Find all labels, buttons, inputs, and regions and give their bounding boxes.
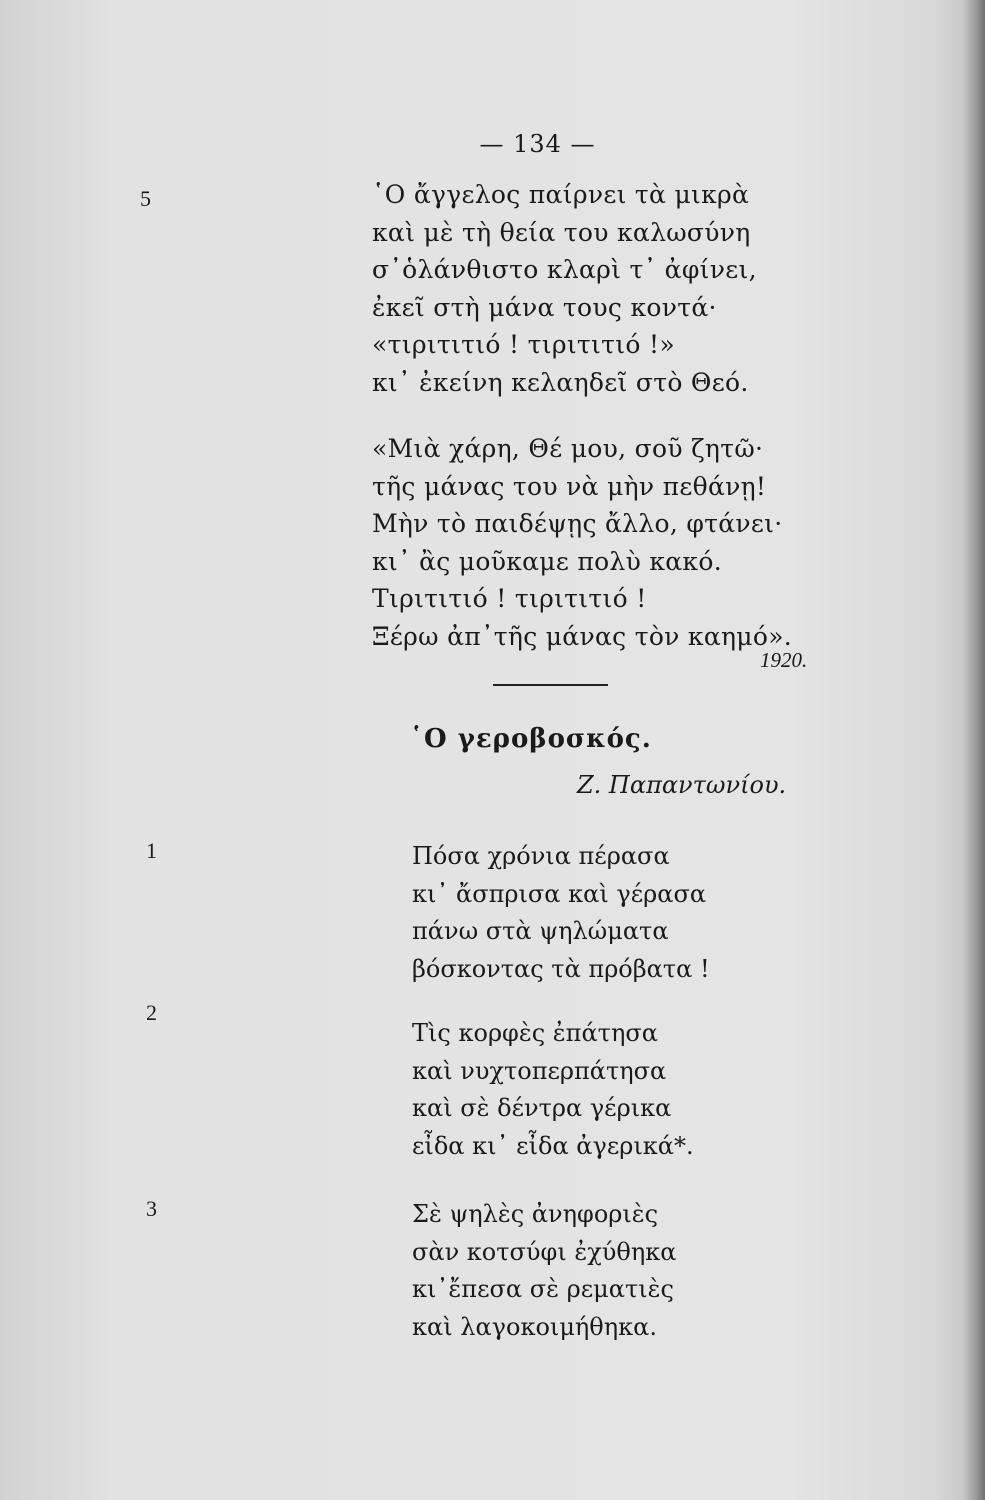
verse-line: Πόσα χρόνια πέρασα (412, 842, 670, 870)
poem1-stanza-b (372, 430, 792, 655)
verse-line: σὰν κοτσύφι ἐχύθηκα (412, 1237, 677, 1266)
verse-line: Τὶς κορφὲς ἐπάτησα (412, 1019, 658, 1047)
verse-line: καὶ λαγοκοιμήθηκα. (412, 1312, 657, 1341)
verse-line: ῾Ο ἄγγελος παίρνει τὰ μικρὰ (372, 180, 750, 209)
stanza-number: 5 (140, 186, 151, 211)
poem-date: 1920. (760, 648, 808, 672)
page-number: — 134 — (479, 130, 596, 158)
verse-line: Μὴν τὸ παιδέψῃς ἄλλο, φτάνει· (372, 509, 783, 538)
verse-line: καὶ μὲ τὴ θεία του καλωσύνη (372, 217, 751, 247)
verse-line: καὶ νυχτοπερπάτησα (412, 1056, 667, 1085)
poem2-stanza-2 (412, 1015, 694, 1165)
poem-title: ῾Ο γεροβοσκός. (410, 724, 652, 754)
poem-author: Ζ. Παπαντωνίου. (577, 771, 787, 799)
page-edge-shadow (963, 0, 985, 1500)
verse-line: καὶ σὲ δέντρα γέρικα (412, 1094, 672, 1122)
verse-line: Σὲ ψηλὲς ἀνηφοριὲς (412, 1200, 659, 1228)
poem1-stanza-a (372, 176, 757, 401)
stanza-number: 1 (146, 838, 157, 863)
verse-line: κι᾽ ἂς μοῦκαμε πολὺ κακό. (372, 546, 722, 576)
verse-line: «τιριτιτιό ! τιριτιτιό !» (372, 330, 675, 359)
verse-line: εἶδα κι᾽ εἶδα ἀγερικά*. (412, 1131, 694, 1160)
verse-line: κι᾽ ἐκείνη κελαηδεῖ στὸ Θεό. (372, 367, 749, 397)
verse-line: ἐκεῖ στὴ μάνα τους κοντά· (372, 292, 717, 322)
poem2-stanza-1 (412, 838, 710, 988)
verse-line: σ᾽ὁλάνθιστο κλαρὶ τ᾽ ἀφίνει, (372, 255, 757, 284)
verse-line: πάνω στὰ ψηλώματα (412, 917, 669, 945)
section-divider (493, 684, 608, 686)
verse-line: Ξέρω ἀπ᾽τῆς μάνας τὸν καημό». (372, 621, 793, 651)
verse-line: κι᾽ἔπεσα σὲ ρεματιὲς (412, 1275, 674, 1303)
stanza-number: 2 (146, 1000, 157, 1025)
poem2-stanza-3 (412, 1196, 676, 1346)
verse-line: κι᾽ ἄσπρισα καὶ γέρασα (412, 879, 707, 908)
stanza-number: 3 (146, 1196, 157, 1221)
verse-line: τῆς μάνας του νὰ μὴν πεθάνῃ! (372, 471, 767, 501)
verse-line: Τιριτιτιό ! τιριτιτιό ! (372, 584, 647, 613)
verse-line: «Μιὰ χάρη, Θέ μου, σοῦ ζητῶ· (372, 434, 764, 463)
verse-line: βόσκοντας τὰ πρόβατα ! (412, 954, 710, 983)
